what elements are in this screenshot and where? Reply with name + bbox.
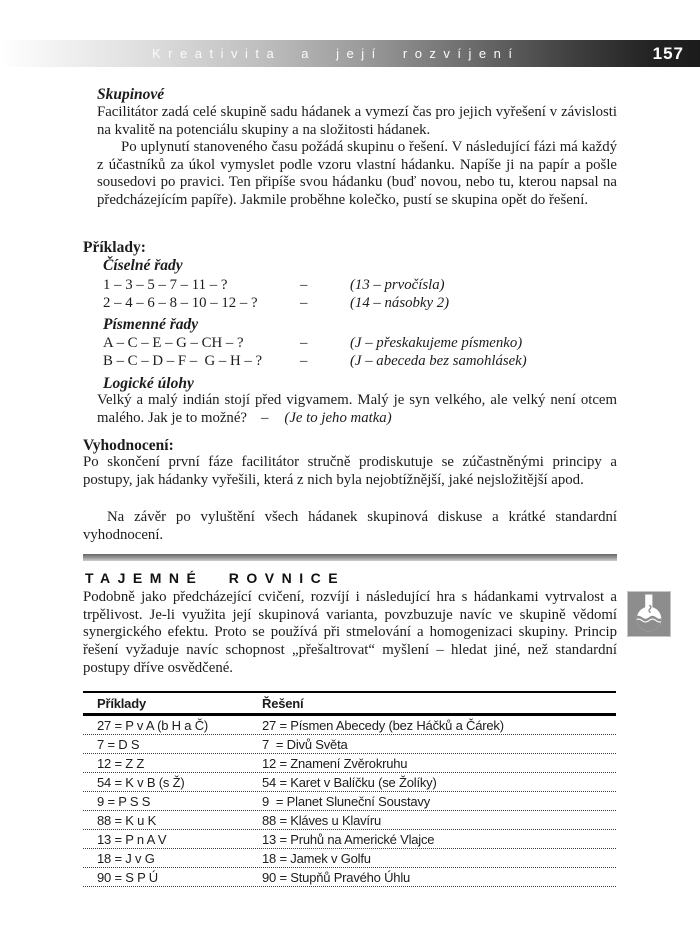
table-cell-reseni: 18 = Jamek v Golfu — [262, 850, 371, 866]
series-answer: (J – přeskakujeme písmenko) — [350, 335, 523, 351]
logic-dash: – — [260, 409, 269, 426]
table-cell-priklad: 90 = S P Ú — [97, 869, 158, 885]
series-text: 2 – 4 – 6 – 8 – 10 – 12 – ? — [103, 295, 258, 311]
series-dash: – — [300, 295, 308, 311]
flask-icon — [627, 591, 671, 637]
table-header-reseni: Řešení — [262, 695, 304, 711]
table-row — [83, 735, 616, 754]
ciselne-rady-heading: Číselné řady — [103, 257, 183, 274]
skupinove-paragraph-2: Po uplynutí stanoveného času požádá skupinu o řešení. V následující fázi má každý z účastníků za úkol vymyslet podle vzoru vlastní hádanku. Napíše ji na papír a pošle sousedovi po pravici. Ten připíše svou hádanku (buď novou, nebo tu, kterou napsal na předcházejícím papíře). Jakmile proběhne kolečko, pustí se skupina opět do řešení. — [97, 139, 617, 209]
table-row — [83, 868, 616, 887]
table-header-row — [83, 693, 616, 716]
table-cell-reseni: 13 = Pruhů na Americké Vlajce — [262, 831, 435, 847]
series-answer: (13 – prvočísla) — [350, 277, 445, 293]
series-dash: – — [300, 335, 308, 351]
table-row — [83, 773, 616, 792]
table-cell-reseni: 54 = Karet v Balíčku (se Žolíky) — [262, 774, 437, 790]
series-text: 1 – 3 – 5 – 7 – 11 – ? — [103, 277, 228, 293]
logicke-ulohy-heading: Logické úlohy — [103, 375, 194, 392]
table-cell-priklad: 54 = K v B (s Ž) — [97, 774, 185, 790]
table-cell-priklad: 9 = P S S — [97, 793, 151, 809]
priklady-heading: Příklady: — [83, 239, 146, 256]
tajemne-rovnice-paragraph: Podobně jako předcházející cvičení, rozvíjí i následující hra s hádankami vytrvalost a trpělivost. Je-li využita její skupinová varianta, povzbuzuje navíc ve skupině vědomí synergického efektu. Proto se používá při stmelování a homogenizaci skupiny. Princip řešení vyžaduje navíc schopnost „přešaltrovat“ myšlení – hledat jiné, než standardní postupy dříve osvědčené. — [83, 589, 617, 676]
table-cell-reseni: 88 = Kláves u Klavíru — [262, 812, 382, 828]
vyhodnoceni-paragraph-2: Na závěr po vyluštění všech hádanek skupinová diskuse a krátké standardní vyhodnocení. — [83, 509, 617, 543]
letter-series-row — [103, 352, 617, 370]
series-text: B – C – D – F – G – H – ? — [103, 353, 263, 369]
table-row — [83, 754, 616, 773]
letter-series-row — [103, 334, 617, 352]
number-series-row — [103, 294, 617, 312]
tajemne-rovnice-heading: TAJEMNÉ ROVNICE — [85, 570, 346, 586]
table-cell-priklad: 27 = P v A (b H a Č) — [97, 717, 209, 733]
table-row — [83, 792, 616, 811]
table-row — [83, 830, 616, 849]
logic-answer: (Je to jeho matka) — [284, 409, 392, 426]
series-text: A – C – E – G – CH – ? — [103, 335, 244, 351]
table-cell-reseni: 7 = Divů Světa — [262, 736, 348, 752]
table-cell-priklad: 7 = D S — [97, 736, 140, 752]
vyhodnoceni-paragraph-1: Po skončení první fáze facilitátor stručně prodiskutuje se zúčastněnými principy a postupy, jak hádanky vyřešili, která z nich byla nejobtížnější, jaké nejsložitější apod. — [83, 454, 617, 488]
table-row — [83, 811, 616, 830]
table-cell-priklad: 88 = K u K — [97, 812, 157, 828]
series-answer: (J – abeceda bez samohlásek) — [350, 353, 527, 369]
table-header-priklady: Příklady — [97, 695, 146, 711]
skupinove-heading: Skupinové — [97, 86, 165, 103]
table-row — [83, 849, 616, 868]
equations-table — [83, 691, 616, 887]
table-cell-reseni: 9 = Planet Sluneční Soustavy — [262, 793, 431, 809]
logicke-ulohy-paragraph — [97, 392, 617, 427]
table-cell-priklad: 12 = Z Z — [97, 755, 145, 771]
logic-question: Velký a malý indián stojí před vigvamem. Malý je syn velkého, ale velký není otcem malého. Jak je to možné? — [97, 392, 617, 426]
table-cell-priklad: 18 = J v G — [97, 850, 155, 866]
table-cell-reseni: 27 = Písmen Abecedy (bez Háčků a Čárek) — [262, 717, 504, 733]
series-dash: – — [300, 277, 308, 293]
section-divider-bar — [83, 554, 617, 561]
chapter-title: Kreativita a její rozvíjení — [152, 46, 520, 61]
pismenne-rady-heading: Písmenné řady — [103, 316, 199, 333]
table-cell-reseni: 90 = Stupňů Pravého Úhlu — [262, 869, 411, 885]
series-answer: (14 – násobky 2) — [350, 295, 450, 311]
table-row — [83, 716, 616, 735]
page-number: 157 — [652, 44, 684, 63]
vyhodnoceni-heading: Vyhodnocení: — [83, 437, 174, 454]
table-cell-priklad: 13 = P n A V — [97, 831, 167, 847]
skupinove-paragraph-1: Facilitátor zadá celé skupině sadu hádanek a vymezí čas pro jejich vyřešení v závislosti na kvalitě na potenciálu skupiny a na složitosti hádanek. — [97, 104, 617, 138]
chapter-header-bar — [0, 40, 700, 67]
series-dash: – — [300, 353, 308, 369]
number-series-row — [103, 276, 617, 294]
table-cell-reseni: 12 = Znamení Zvěrokruhu — [262, 755, 408, 771]
